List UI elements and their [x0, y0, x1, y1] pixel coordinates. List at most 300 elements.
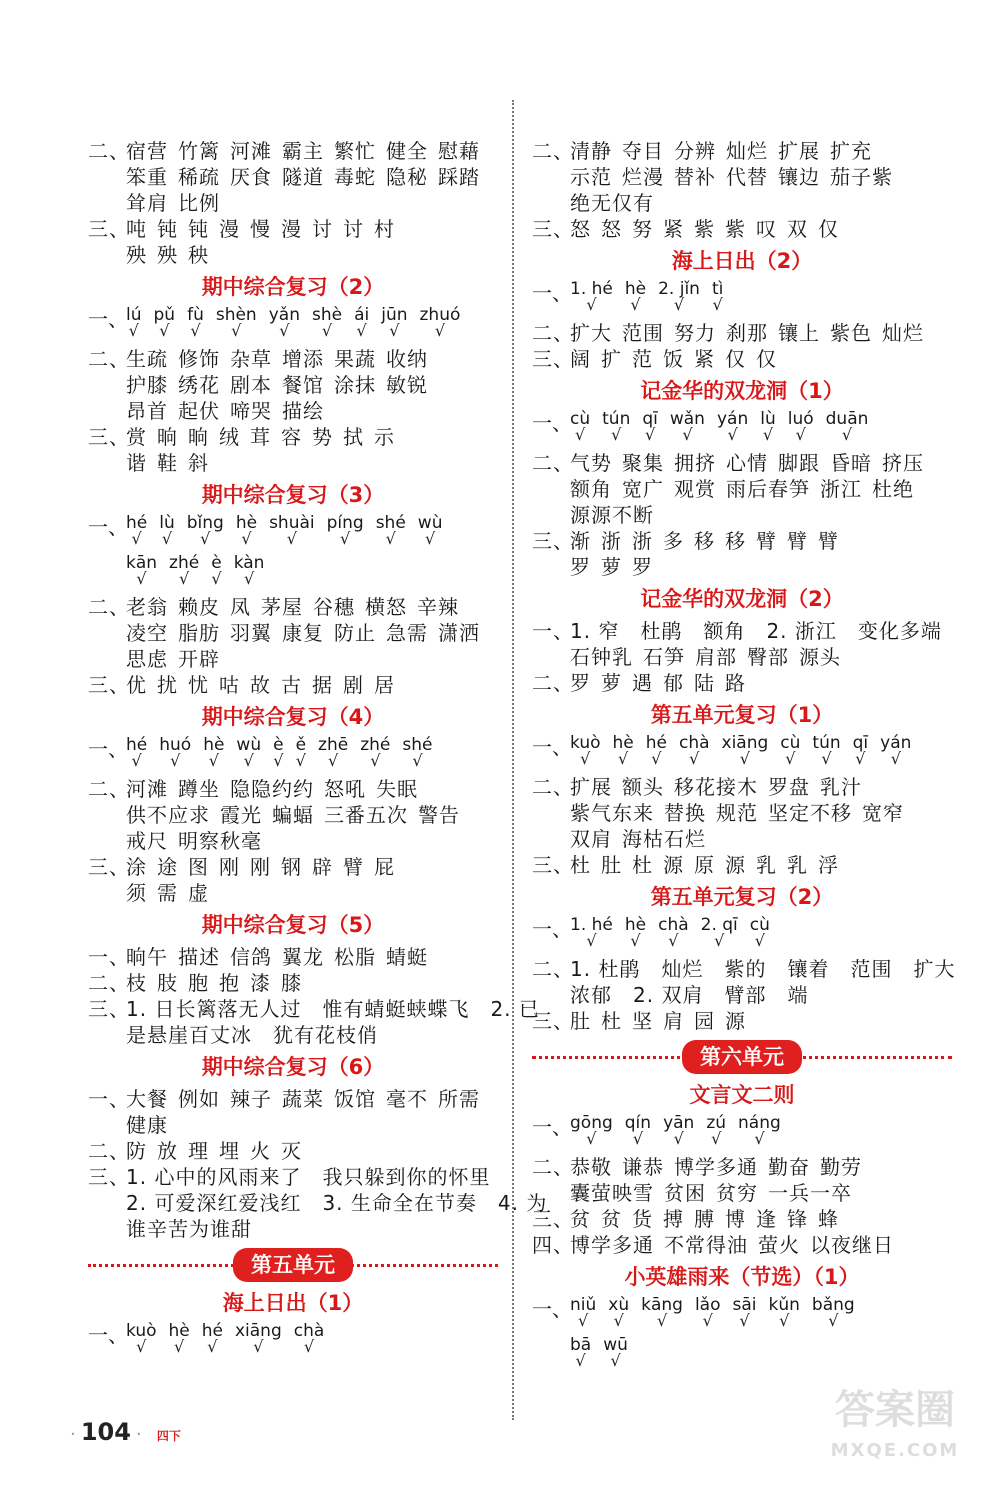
footer-dot-icon: · — [70, 1424, 76, 1445]
answer-word: 健康 — [126, 1113, 168, 1137]
answer-line — [88, 776, 498, 802]
check-mark-icon: √ — [207, 1337, 218, 1356]
answer-word: 凤 — [230, 595, 251, 619]
pinyin-item — [154, 306, 176, 338]
answer-word: 杜绝 — [872, 477, 914, 501]
answer-word: 罗 — [570, 671, 591, 695]
answer-word: 刹那 — [726, 321, 768, 345]
pinyin-item — [570, 734, 601, 766]
pinyin-item — [376, 514, 406, 546]
answer-word: 源 — [725, 1009, 746, 1033]
check-mark-icon: √ — [586, 1129, 597, 1148]
pinyin-item — [663, 1114, 694, 1146]
answer-word: 不常得油 — [664, 1233, 748, 1257]
answer-word: 漆 — [250, 971, 271, 995]
answer-line — [88, 242, 498, 268]
answer-word: 博学多通 — [674, 1155, 758, 1179]
answer-word: 赖皮 — [178, 595, 220, 619]
answer-word: 仅 — [818, 217, 839, 241]
check-mark-icon: √ — [286, 529, 297, 548]
pinyin-item — [360, 736, 390, 768]
answer-word: 拭 — [343, 425, 364, 449]
check-mark-icon: √ — [727, 425, 738, 444]
check-mark-icon: √ — [128, 321, 139, 340]
answer-word: 石笋 — [643, 645, 685, 669]
answer-line — [88, 1164, 498, 1190]
answer-word: 代替 — [726, 165, 768, 189]
question-number: 二、 — [88, 139, 130, 163]
answer-word: 松脂 — [334, 945, 376, 969]
check-mark-icon: √ — [131, 529, 142, 548]
answer-word: 贫困 — [664, 1181, 706, 1205]
question-number: 一、 — [88, 737, 128, 761]
answer-word: 收纳 — [386, 347, 428, 371]
check-mark-icon: √ — [340, 529, 351, 548]
pinyin-text: hé — [126, 513, 148, 533]
check-mark-icon: √ — [161, 529, 173, 548]
answer-word: 横怒 — [365, 595, 407, 619]
answer-word: 聚集 — [622, 451, 664, 475]
answer-line — [532, 320, 952, 346]
pinyin-text: zhé — [360, 735, 391, 755]
answer-line — [532, 670, 952, 696]
section-title: 期中综合复习（6） — [201, 1055, 385, 1079]
answer-line — [88, 164, 498, 190]
pinyin-text: cù — [749, 915, 770, 935]
pinyin-item — [625, 916, 646, 948]
answer-word: 努 — [632, 217, 653, 241]
check-mark-icon: √ — [243, 751, 254, 770]
answer-word: 咕 — [219, 673, 240, 697]
answer-word: 故 — [250, 673, 271, 697]
right-column — [532, 138, 956, 1376]
answer-word: 理 — [188, 1139, 209, 1163]
answer-word: 防 — [126, 1139, 147, 1163]
check-mark-icon: √ — [578, 1311, 589, 1330]
answer-word: 谦恭 — [622, 1155, 664, 1179]
pinyin-item — [642, 410, 658, 442]
answer-text: 1. 日长篱落无人过 惟有蜻蜓蛱蝶飞 2. 已 — [126, 997, 540, 1021]
answer-line — [88, 398, 498, 424]
pinyin-item — [658, 280, 700, 312]
answer-word: 杜 — [601, 1009, 622, 1033]
pinyin-row — [532, 1336, 952, 1376]
check-mark-icon: √ — [295, 751, 306, 770]
answer-word: 郁 — [663, 671, 684, 695]
page-footer — [70, 1418, 181, 1448]
answer-word: 茸 — [250, 425, 271, 449]
pinyin-text: xiāng — [234, 1321, 282, 1341]
answer-line — [532, 774, 952, 800]
answer-word: 茄子紫 — [830, 165, 893, 189]
pinyin-text: náng — [738, 1113, 781, 1133]
pinyin-text: cù — [780, 733, 801, 753]
answer-line — [88, 854, 498, 880]
answer-word: 餐馆 — [282, 373, 324, 397]
section-title: 记金华的双龙洞（1） — [640, 379, 844, 403]
answer-word: 讨 — [312, 217, 333, 241]
answer-word: 灿烂 — [726, 139, 768, 163]
answer-word: 绣花 — [178, 373, 220, 397]
answer-line — [88, 346, 498, 372]
check-mark-icon: √ — [711, 1129, 722, 1148]
check-mark-icon: √ — [762, 425, 774, 444]
answer-word: 辣子 — [230, 1087, 272, 1111]
answer-word: 潇洒 — [438, 621, 480, 645]
answer-line — [532, 1154, 952, 1180]
pinyin-text: píng — [326, 513, 364, 533]
answer-word: 大餐 — [126, 1087, 168, 1111]
answer-word: 原 — [694, 853, 715, 877]
answer-word: 扩展 — [570, 775, 612, 799]
answer-word: 稀疏 — [178, 165, 220, 189]
answer-word: 怒吼 — [324, 777, 366, 801]
answer-word: 鞋 — [157, 451, 178, 475]
unit-banner — [532, 1038, 952, 1076]
answer-word: 扩大 — [570, 321, 612, 345]
answer-word: 宿营 — [126, 139, 168, 163]
pinyin-text: wù — [417, 513, 443, 533]
question-number: 二、 — [88, 1139, 130, 1163]
answer-word: 扩充 — [830, 139, 872, 163]
answer-line — [88, 672, 498, 698]
answer-line — [532, 216, 952, 242]
pinyin-text: 2. jǐn — [658, 279, 700, 299]
answer-line — [88, 646, 498, 672]
check-mark-icon: √ — [174, 1337, 185, 1356]
pinyin-item — [602, 410, 630, 442]
check-mark-icon: √ — [586, 931, 597, 950]
pinyin-item — [769, 1296, 800, 1328]
answer-word: 晌 — [157, 425, 178, 449]
answer-word: 健全 — [386, 139, 428, 163]
answer-word: 翼龙 — [282, 945, 324, 969]
pinyin-text: lú — [126, 305, 142, 325]
answer-word: 罗盘 — [768, 775, 810, 799]
answer-word: 蔬菜 — [282, 1087, 324, 1111]
check-mark-icon: √ — [370, 751, 381, 770]
question-number: 一、 — [532, 411, 572, 435]
question-number: 三、 — [88, 855, 130, 879]
question-number: 一、 — [532, 281, 572, 305]
answer-word: 剧本 — [230, 373, 272, 397]
pinyin-item — [420, 306, 461, 338]
check-mark-icon: √ — [668, 931, 679, 950]
check-mark-icon: √ — [630, 295, 641, 314]
answer-word: 浙 — [632, 529, 653, 553]
pinyin-text: chà — [678, 733, 710, 753]
answer-word: 臂 — [818, 529, 839, 553]
check-mark-icon: √ — [673, 1129, 684, 1148]
pinyin-text: tún — [602, 409, 631, 429]
answer-word: 紫气东来 — [570, 801, 654, 825]
answer-word: 移花接木 — [674, 775, 758, 799]
pinyin-row — [532, 410, 952, 450]
answer-line — [532, 190, 952, 216]
pinyin-item — [216, 306, 257, 338]
answer-word: 涂抹 — [334, 373, 376, 397]
answer-word: 仅 — [756, 347, 777, 371]
answer-word: 紫色 — [830, 321, 872, 345]
answer-word: 刚 — [250, 855, 271, 879]
answer-word: 肩部 — [695, 645, 737, 669]
grade-label: 四下 — [156, 1429, 181, 1443]
answer-word: 急需 — [386, 621, 428, 645]
pinyin-item — [169, 1322, 190, 1354]
pinyin-item — [296, 736, 306, 768]
answer-text: 1. 心中的风雨来了 我只躲到你的怀里 — [126, 1165, 491, 1189]
pinyin-text: ái — [354, 305, 370, 325]
answer-word: 浮 — [818, 853, 839, 877]
pinyin-item — [159, 514, 175, 546]
pinyin-row — [88, 306, 498, 346]
answer-word: 努力 — [674, 321, 716, 345]
pinyin-text: wù — [236, 735, 262, 755]
pinyin-item — [812, 734, 840, 766]
answer-word: 坚定不移 — [768, 801, 852, 825]
check-mark-icon: √ — [179, 569, 190, 588]
check-mark-icon: √ — [855, 749, 866, 768]
pinyin-text: luó — [787, 409, 814, 429]
pinyin-text: zú — [706, 1113, 727, 1133]
answer-word: 耸肩 — [126, 191, 168, 215]
pinyin-item — [780, 734, 800, 766]
pinyin-text: wǎn — [669, 409, 705, 429]
answer-word: 萝 — [601, 555, 622, 579]
answer-line — [88, 828, 498, 854]
answer-word: 开辟 — [178, 647, 220, 671]
answer-word: 踩踏 — [438, 165, 480, 189]
pinyin-text: kān — [126, 553, 158, 573]
answer-word: 一兵一卒 — [768, 1181, 852, 1205]
answer-word: 萝 — [601, 671, 622, 695]
answer-word: 胞 — [188, 971, 209, 995]
check-mark-icon: √ — [243, 569, 255, 588]
answer-word: 屁 — [374, 855, 395, 879]
check-mark-icon: √ — [231, 321, 242, 340]
pinyin-text: lù — [159, 513, 175, 533]
question-number: 一、 — [88, 1323, 128, 1347]
pinyin-item — [187, 514, 224, 546]
question-number: 二、 — [532, 139, 574, 163]
answer-word: 钝 — [188, 217, 209, 241]
question-number: 三、 — [532, 347, 574, 371]
answer-word: 罗 — [632, 555, 653, 579]
answer-word: 清静 — [570, 139, 612, 163]
pinyin-row — [88, 514, 498, 554]
answer-word: 霞光 — [220, 803, 262, 827]
unit-title: 第六单元 — [682, 1040, 802, 1074]
pinyin-item — [159, 736, 191, 768]
pinyin-row — [532, 734, 952, 774]
answer-word: 斜 — [188, 451, 209, 475]
pinyin-text: è — [211, 553, 222, 573]
answer-word: 多 — [663, 529, 684, 553]
check-mark-icon: √ — [159, 321, 170, 340]
answer-word: 生疏 — [126, 347, 168, 371]
answer-word: 刚 — [219, 855, 240, 879]
answer-line — [88, 970, 498, 996]
answer-word: 路 — [725, 671, 746, 695]
answer-word: 殃 — [126, 243, 147, 267]
answer-word: 慰藉 — [438, 139, 480, 163]
pinyin-item — [570, 1114, 613, 1146]
pinyin-item — [236, 736, 261, 768]
answer-word: 谐 — [126, 451, 147, 475]
answer-word: 杜 — [570, 853, 591, 877]
answer-line — [88, 424, 498, 450]
question-number: 二、 — [532, 451, 574, 475]
answer-word: 搏 — [663, 1207, 684, 1231]
answer-word: 啼哭 — [230, 399, 272, 423]
answer-word: 宽窄 — [862, 801, 904, 825]
pinyin-text: yán — [880, 733, 912, 753]
check-mark-icon: √ — [656, 1311, 668, 1330]
watermark-logo — [800, 1380, 990, 1490]
answer-line — [532, 554, 952, 580]
answer-word: 凌空 — [126, 621, 168, 645]
answer-word: 以夜继日 — [810, 1233, 894, 1257]
answer-word: 源源不断 — [570, 503, 654, 527]
pinyin-item — [625, 280, 646, 312]
answer-word: 隐秘 — [386, 165, 428, 189]
question-number: 二、 — [532, 957, 574, 981]
answer-word: 肚 — [570, 1009, 591, 1033]
question-number: 二、 — [88, 777, 130, 801]
pinyin-text: hè — [168, 1321, 190, 1341]
answer-word: 枝 — [126, 971, 147, 995]
answer-word: 赏 — [126, 425, 147, 449]
answer-word: 势 — [312, 425, 333, 449]
pinyin-item — [126, 736, 147, 768]
check-mark-icon: √ — [389, 321, 400, 340]
answer-word: 园 — [694, 1009, 715, 1033]
answer-word: 贫 — [570, 1207, 591, 1231]
check-mark-icon: √ — [328, 751, 339, 770]
pinyin-text: kuò — [570, 733, 601, 753]
answer-word: 晌 — [188, 425, 209, 449]
pinyin-text: zhé — [169, 553, 200, 573]
pinyin-text: hé — [201, 1321, 223, 1341]
answer-line — [532, 852, 952, 878]
pinyin-item — [187, 306, 204, 338]
question-number: 一、 — [532, 1115, 572, 1139]
answer-line — [532, 1180, 952, 1206]
pinyin-text: hè — [624, 915, 647, 935]
answer-line — [532, 644, 952, 670]
answer-word: 讨 — [343, 217, 364, 241]
answer-word: 村 — [374, 217, 395, 241]
answer-line — [88, 372, 498, 398]
pinyin-row — [532, 916, 952, 956]
check-mark-icon: √ — [618, 749, 629, 768]
pinyin-text: sāi — [732, 1295, 757, 1315]
check-mark-icon: √ — [385, 529, 396, 548]
answer-word: 放 — [157, 1139, 178, 1163]
watermark-url: MXQE.COM — [830, 1440, 960, 1461]
pinyin-item — [570, 1336, 591, 1368]
answer-word: 货 — [632, 1207, 653, 1231]
answer-word: 毒蛇 — [334, 165, 376, 189]
answer-word: 漫 — [219, 217, 240, 241]
check-mark-icon: √ — [702, 1311, 713, 1330]
answer-line — [88, 190, 498, 216]
answer-word: 气势 — [570, 451, 612, 475]
pinyin-text: shé — [402, 735, 433, 755]
answer-word: 勤劳 — [820, 1155, 862, 1179]
pinyin-text: pǔ — [153, 305, 176, 325]
answer-line — [532, 346, 952, 372]
answer-word: 绝无仅有 — [570, 191, 654, 215]
check-mark-icon: √ — [586, 295, 597, 314]
check-mark-icon: √ — [890, 749, 901, 768]
pinyin-item — [211, 554, 221, 586]
answer-word: 肢 — [157, 971, 178, 995]
answer-word: 戒尺 — [126, 829, 168, 853]
answer-line — [532, 528, 952, 554]
answer-word: 描绘 — [282, 399, 324, 423]
question-number: 二、 — [532, 321, 574, 345]
answer-word: 贫穷 — [716, 1181, 758, 1205]
answer-word: 肩 — [663, 1009, 684, 1033]
answer-line — [532, 450, 952, 476]
answer-word: 扰 — [157, 673, 178, 697]
pinyin-text: hè — [203, 735, 225, 755]
pinyin-item — [603, 1336, 628, 1368]
answer-word: 替换 — [664, 801, 706, 825]
answer-word: 移 — [725, 529, 746, 553]
pinyin-item — [354, 306, 369, 338]
answer-word: 抱 — [219, 971, 240, 995]
pinyin-text: zhuó — [419, 305, 461, 325]
answer-word: 脂肪 — [178, 621, 220, 645]
pinyin-row — [532, 280, 952, 320]
pinyin-item — [402, 736, 432, 768]
section-title: 小英雄雨来（节选）（1） — [624, 1265, 860, 1289]
pinyin-text: bǐng — [186, 513, 224, 533]
check-mark-icon: √ — [321, 321, 333, 340]
answer-word: 羽翼 — [230, 621, 272, 645]
pinyin-item — [646, 734, 667, 766]
pinyin-text: wū — [603, 1335, 628, 1355]
answer-word: 优 — [126, 673, 147, 697]
pinyin-row — [88, 1322, 498, 1362]
answer-word: 果蔬 — [334, 347, 376, 371]
answer-line — [532, 956, 956, 982]
answer-word: 昏暗 — [830, 451, 872, 475]
answer-word: 阔 — [570, 347, 591, 371]
pinyin-row — [532, 1296, 952, 1336]
answer-word: 扩 — [601, 347, 622, 371]
answer-word: 紧 — [663, 217, 684, 241]
pinyin-item — [812, 1296, 855, 1328]
answer-word: 护膝 — [126, 373, 168, 397]
answer-word: 怒 — [570, 217, 591, 241]
answer-line — [88, 802, 498, 828]
check-mark-icon: √ — [828, 1311, 839, 1330]
check-mark-icon: √ — [425, 529, 436, 548]
answer-word: 繁忙 — [334, 139, 376, 163]
pinyin-item — [760, 410, 776, 442]
answer-word: 萤火 — [758, 1233, 800, 1257]
check-mark-icon: √ — [673, 295, 685, 314]
pinyin-text: xù — [608, 1295, 630, 1315]
answer-word: 明察秋毫 — [178, 829, 262, 853]
answer-word: 绒 — [219, 425, 240, 449]
answer-word: 扩展 — [778, 139, 820, 163]
answer-word: 拥挤 — [674, 451, 716, 475]
answer-line — [532, 982, 952, 1008]
